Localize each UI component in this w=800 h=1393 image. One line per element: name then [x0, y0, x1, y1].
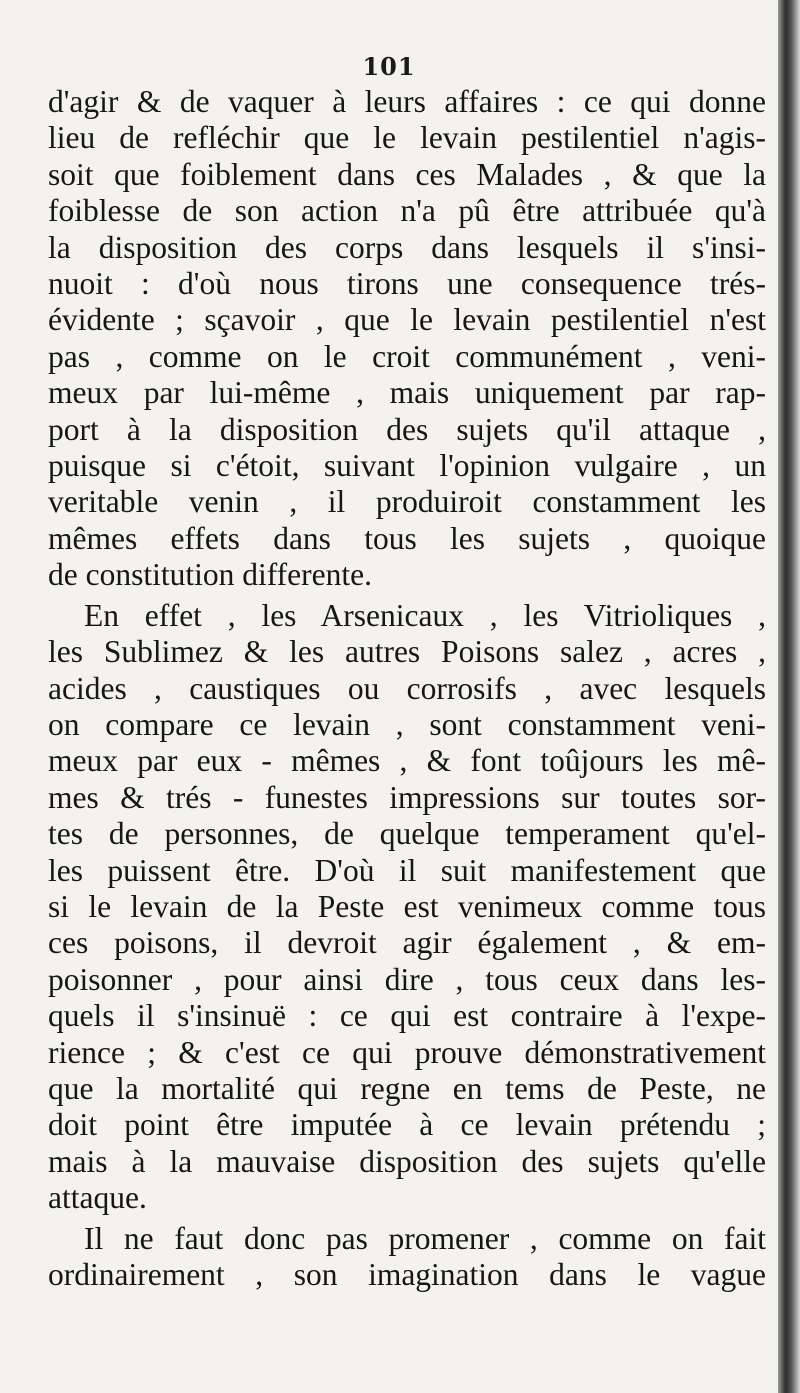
text-line: ces poisons, il devroit agir également , & em- [48, 925, 766, 961]
text-line: Il ne faut donc pas promener , comme on fait [84, 1220, 766, 1256]
text-line: mes & trés - funestes impressions sur toutes sor- [48, 779, 766, 815]
text-line: foiblesse de son action n'a pû être attribuée qu'à [48, 193, 766, 229]
text-line: acides , caustiques ou corrosifs , avec lesquels [48, 670, 766, 706]
text-line: que la mortalité qui regne en tems de Peste, ne [48, 1070, 766, 1106]
text-line: tes de personnes, de quelque temperament qu'el- [48, 816, 766, 852]
text-line: la disposition des corps dans lesquels il s'insi- [48, 229, 766, 265]
text-line: port à la disposition des sujets qu'il attaque , [48, 411, 766, 447]
text-line: on compare ce levain , sont constamment veni- [48, 706, 766, 742]
paragraph-2 [48, 598, 766, 1217]
text-line: attaque. [48, 1180, 147, 1216]
text-line: mais à la mauvaise disposition des sujets qu'elle [48, 1143, 766, 1179]
text-line: les Sublimez & les autres Poisons salez , acres , [48, 634, 766, 670]
text-line: meux par lui-même , mais uniquement par rap- [48, 375, 766, 411]
text-line: veritable venin , il produiroit constamment les [48, 484, 766, 520]
text-line: d'agir & de vaquer à leurs affaires : ce qui donne [48, 84, 766, 119]
text-line: soit que foiblement dans ces Malades , & que la [48, 156, 766, 192]
text-line: les puissent être. D'où il suit manifestement que [48, 852, 766, 888]
text-line: évidente ; sçavoir , que le levain pestilentiel n'est [48, 302, 766, 338]
paragraph-3 [48, 1221, 766, 1294]
text-line: pas , comme on le croit communément , veni- [48, 338, 766, 374]
text-line: rience ; & c'est ce qui prouve démonstrativement [48, 1034, 766, 1070]
body-text [48, 84, 766, 1293]
text-line: quels il s'insinuë : ce qui est contraire à l'expe- [48, 998, 766, 1034]
text-line: meux par eux - mêmes , & font toûjours les mê- [48, 743, 766, 779]
text-line: de constitution differente. [48, 557, 372, 593]
page-number: 101 [362, 52, 416, 81]
page-edge-shadow [778, 0, 800, 1393]
text-line: En effet , les Arsenicaux , les Vitrioliques , [84, 597, 766, 633]
text-line: puisque si c'étoit, suivant l'opinion vulgaire , un [48, 448, 766, 484]
text-line: si le levain de la Peste est venimeux comme tous [48, 888, 766, 924]
paragraph-1 [48, 84, 766, 594]
text-line: ordinairement , son imagination dans le vague [48, 1257, 766, 1292]
text-line: nuoit : d'où nous tirons une consequence trés- [48, 266, 766, 302]
text-line: poisonner , pour ainsi dire , tous ceux dans les- [48, 961, 766, 997]
text-line: doit point être imputée à ce levain prétendu ; [48, 1107, 766, 1143]
text-line: mêmes effets dans tous les sujets , quoique [48, 520, 766, 556]
text-line: lieu de refléchir que le levain pestilentiel n'agis- [48, 120, 766, 156]
